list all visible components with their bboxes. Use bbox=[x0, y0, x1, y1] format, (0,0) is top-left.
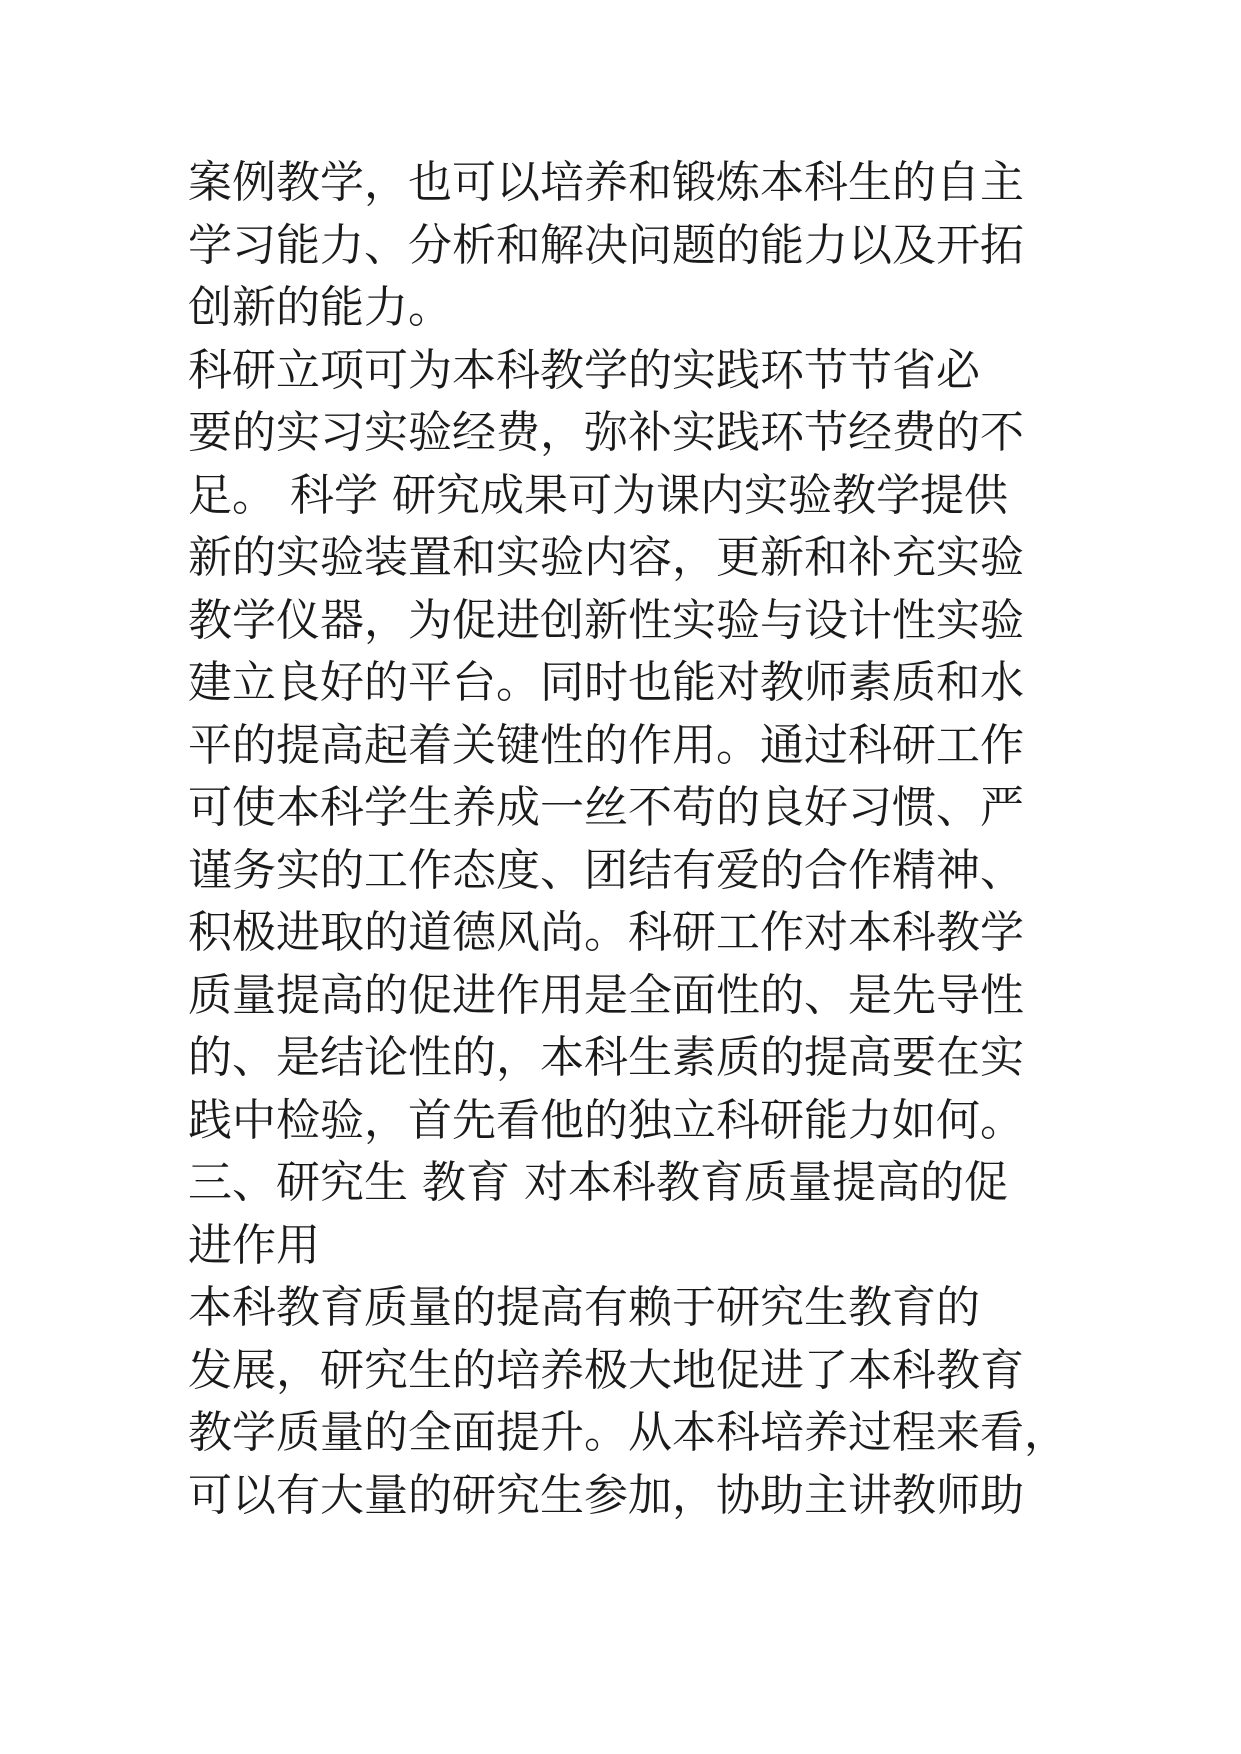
text-line: 要的实习实验经费，弥补实践环节经费的不 bbox=[188, 407, 1024, 458]
text-line: 可使本科学生养成一丝不苟的良好习惯、严 bbox=[188, 782, 1024, 833]
text-line: 谨务实的工作态度、团结有爱的合作精神、 bbox=[188, 844, 1024, 896]
text-line: 足。 科学 研究成果可为课内实验教学提供 bbox=[188, 469, 1008, 521]
text-line: 平的提高起着关键性的作用。通过科研工作 bbox=[188, 719, 1024, 771]
text-line: 科研立项可为本科教学的实践环节节省必 bbox=[188, 344, 980, 396]
text-line: 教学仪器，为促进创新性实验与设计性实验 bbox=[188, 594, 1024, 646]
text-line: 学习能力、分析和解决问题的能力以及开拓 bbox=[188, 219, 1024, 271]
text-line: 的、是结论性的，本科生素质的提高要在实 bbox=[188, 1032, 1024, 1083]
text-line: 践中检验，首先看他的独立科研能力如何。 bbox=[188, 1094, 1024, 1146]
text-line: 本科教育质量的提高有赖于研究生教育的 bbox=[188, 1282, 980, 1333]
text-line: 创新的能力。 bbox=[188, 282, 452, 333]
section-heading: 三、研究生 教育 对本科教育质量提高的促 bbox=[188, 1157, 1008, 1208]
text-line: 可以有大量的研究生参加，协助主讲教师助 bbox=[188, 1469, 1024, 1521]
section-heading: 进作用 bbox=[188, 1219, 320, 1271]
text-line: 教学质量的全面提升。从本科培养过程来看， bbox=[188, 1407, 1068, 1458]
text-line: 积极进取的道德风尚。科研工作对本科教学 bbox=[188, 907, 1024, 958]
text-line: 新的实验装置和实验内容，更新和补充实验 bbox=[188, 532, 1024, 583]
text-line: 案例教学，也可以培养和锻炼本科生的自主 bbox=[188, 157, 1024, 208]
text-line: 建立良好的平台。同时也能对教师素质和水 bbox=[188, 657, 1024, 708]
body-text bbox=[188, 152, 1088, 1527]
text-line: 质量提高的促进作用是全面性的、是先导性 bbox=[188, 969, 1024, 1021]
text-line: 发展，研究生的培养极大地促进了本科教育 bbox=[188, 1344, 1024, 1396]
